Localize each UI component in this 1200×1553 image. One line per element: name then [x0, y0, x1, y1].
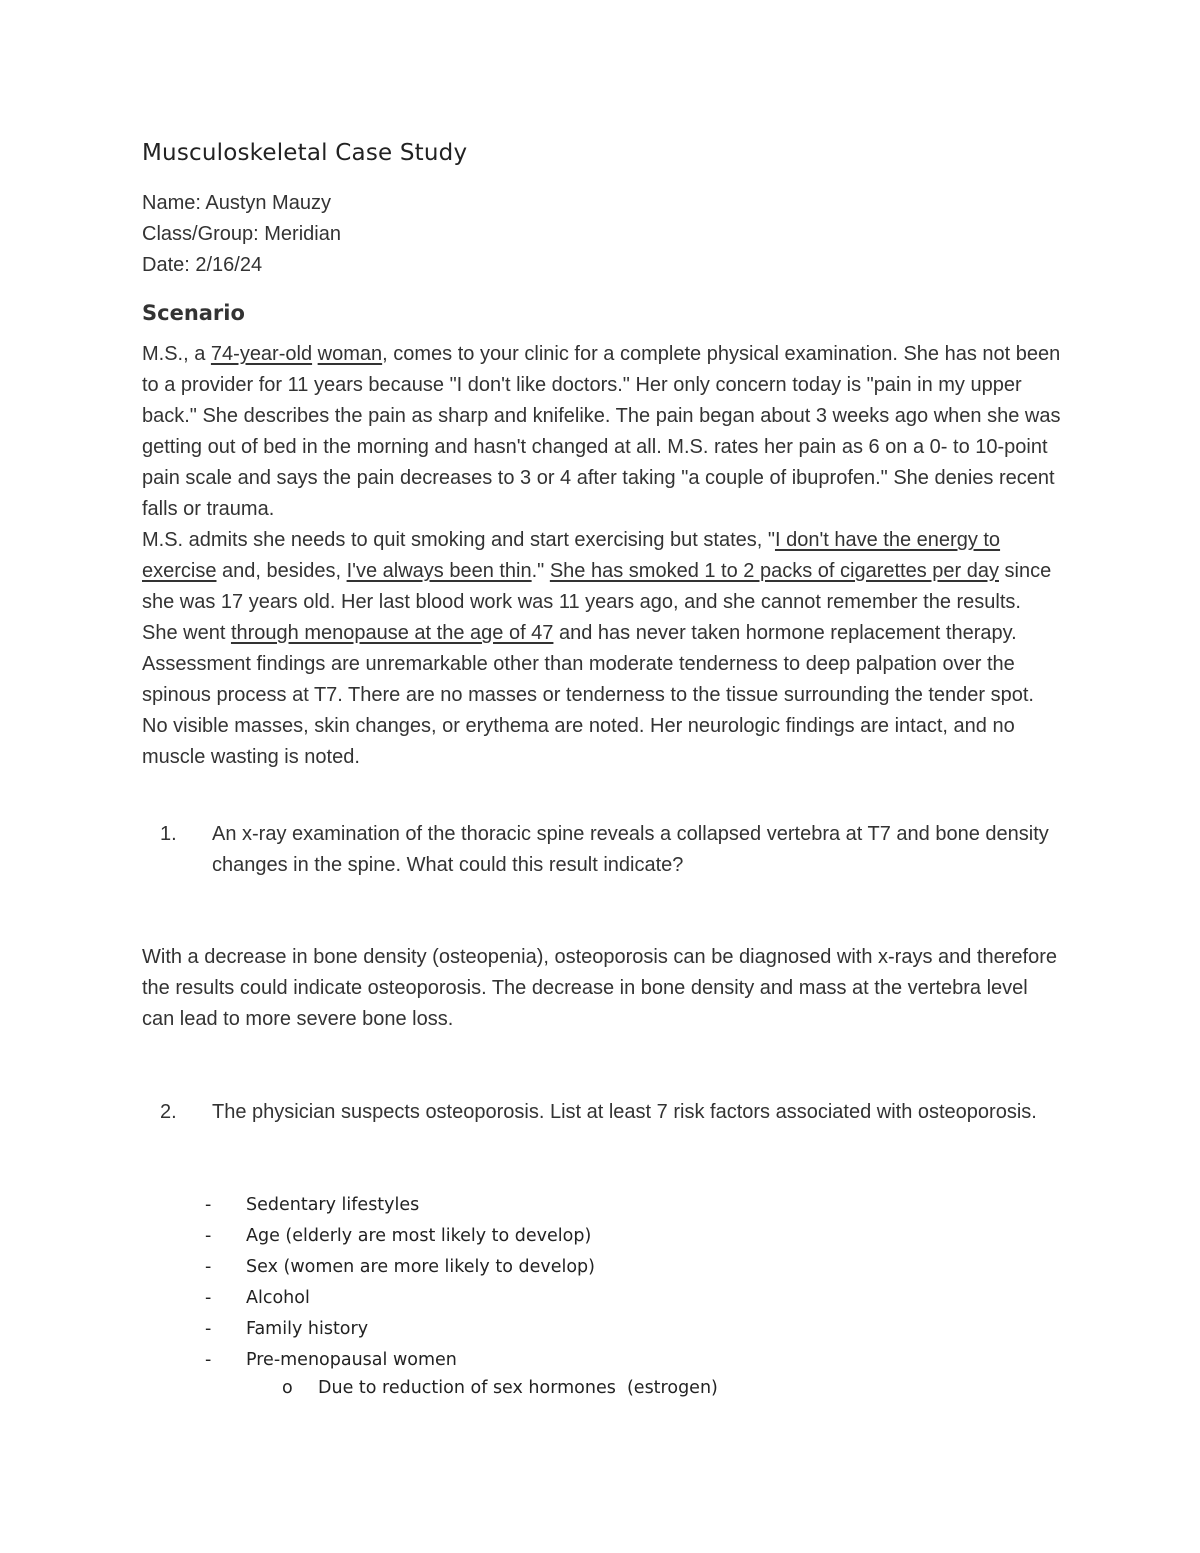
list-item: - Sedentary lifestyles	[205, 1195, 420, 1215]
answer-1: With a decrease in bone density (osteopenia), osteoporosis can be diagnosed with x-rays and therefore the results could indicate osteoporosis. The decrease in bone density and mass at the vertebra level can lead to more severe bone loss.	[142, 946, 1057, 1030]
list-item: - Pre-menopausal women	[205, 1350, 457, 1370]
underlined-menopause: through menopause at the age of 47	[230, 622, 554, 644]
question-text: An x-ray examination of the thoracic spine reveals a collapsed vertebra at T7 and bone density changes in the spine. What could this result indicate?	[212, 823, 1049, 876]
underlined-age: 74-year-old	[210, 343, 313, 365]
sub-list-item: o Due to reduction of sex hormones (estrogen)	[282, 1378, 718, 1398]
list-item: - Alcohol	[205, 1288, 310, 1308]
date: Date: 2/16/24	[142, 254, 263, 276]
student-name: Name: Austyn Mauzy	[142, 192, 331, 214]
circle-bullet-icon: o	[282, 1378, 293, 1398]
scenario-heading: Scenario	[142, 301, 245, 325]
question-text: The physician suspects osteoporosis. List at least 7 risk factors associated with osteoporosis.	[212, 1101, 1037, 1123]
risk-factor-list	[205, 1190, 595, 1376]
document-title: Musculoskeletal Case Study	[142, 140, 468, 166]
list-item: - Family history	[205, 1319, 369, 1339]
scenario-paragraph-2: M.S. admits she needs to quit smoking and start exercising but states, "I don't have the energy to exercise and, besides, I've always been thin." She has smoked 1 to 2 packs of cigarettes per day since she was 17 years old. Her last blood work was 11 years ago, and she cannot remember the results. She went through menopause at the age of 47 and has never taken hormone replacement therapy. Assessment findings are unremarkable other than moderate tenderness to deep palpation over the spinous process at T7. There are no masses or tenderness to the tissue surrounding the tender spot. No visible masses, skin changes, or erythema are noted. Her neurologic findings are intact, and no muscle wasting is noted.	[142, 529, 1052, 768]
list-item: - Age (elderly are most likely to develop)	[205, 1226, 592, 1246]
underlined-energy-quote: I don't have the energy to exercise	[142, 529, 1001, 582]
scenario-text	[142, 339, 1062, 773]
question-2	[142, 1097, 1062, 1128]
question-number: 1.	[160, 823, 177, 845]
underlined-thin-quote: I've always been thin	[346, 560, 532, 582]
question-1	[142, 819, 1062, 881]
scenario-paragraph-1: M.S., a 74-year-old woman, comes to your clinic for a complete physical examination. She has not been to a provider for 11 years because "I don't like doctors." Her only concern today is "pain in my upper back." She describes the pain as sharp and knifelike. The pain began about 3 weeks ago when she was getting out of bed in the morning and hasn't changed at all. M.S. rates her pain as 6 on a 0- to 10-point pain scale and says the pain decreases to 3 or 4 after taking "a couple of ibuprofen." She denies recent falls or trauma.	[142, 343, 1061, 520]
question-number: 2.	[160, 1101, 177, 1123]
underlined-gender: woman	[317, 343, 383, 365]
underlined-smoking: She has smoked 1 to 2 packs of cigarettes per day	[549, 560, 999, 582]
class-group: Class/Group: Meridian	[142, 223, 341, 245]
list-item: - Sex (women are more likely to develop)	[205, 1257, 595, 1277]
